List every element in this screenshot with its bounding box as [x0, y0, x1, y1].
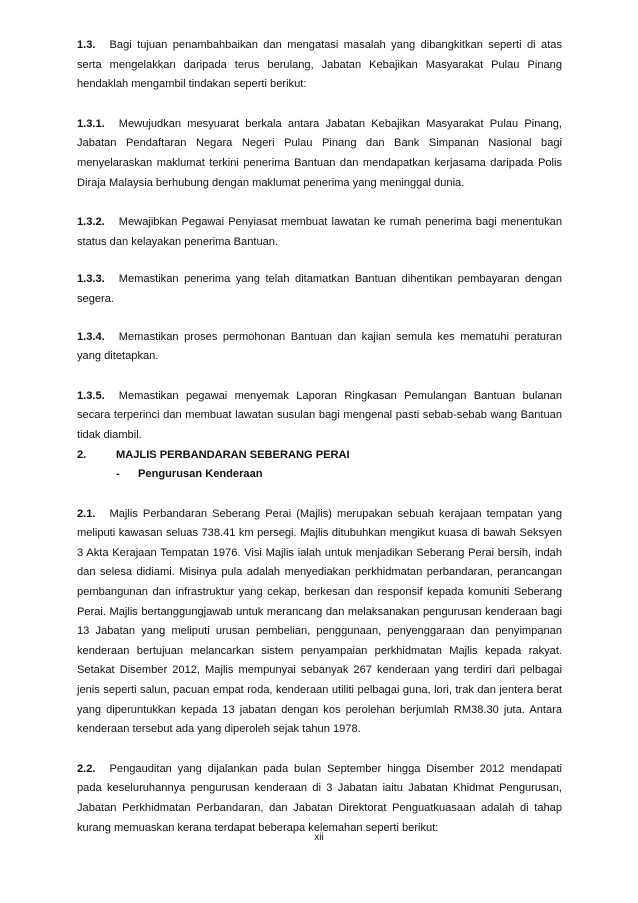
paragraph-text: Mewujudkan mesyuarat berkala antara Jabatan Kebajikan Masyarakat Pulau Pinang, Jabatan Pendaftaran Negara Negeri Pulau Pinang dan Bank Simpanan Nasional bagi menyelaraskan maklumat terkini penerima Bantuan dan mendapatkan kerjasama daripada Polis Diraja Malaysia berhubung dengan maklumat penerima yang meninggal dunia. — [77, 117, 562, 189]
paragraph-2-2 — [77, 760, 562, 838]
paragraph-text: Majlis Perbandaran Seberang Perai (Majlis) merupakan sebuah kerajaan tempatan yang meliputi kawasan seluas 738.41 km persegi. Majlis ditubuhkan mengikut kuasa di bawah Seksyen 3 Akta Kerajaan Tempatan 1976. Visi Majlis ialah untuk menjadikan Seberang Perai bersih, indah dan selesa didiami. Misinya pula adalah menyediakan perkhidmatan perbandaran, perancangan pembangunan dan infrastruktur yang cekap, berkesan dan responsif kepada komuniti Seberang Perai. Majlis bertanggungjawab untuk merancang dan melaksanakan pengurusan kenderaan bagi 13 Jabatan yang meliputi urusan pembelian, penggunaan, penyenggaraan dan penyimpanan kenderaan bertujuan melancarkan sistem penyampaian perkhidmatan Majlis kepada rakyat. Setakat Disember 2012, Majlis mempunyai sebanyak 267 kenderaan yang terdiri dari pelbagai jenis seperti salun, pacuan empat roda, kenderaan utiliti pelbagai guna, lori, trak dan jentera berat yang diperuntukkan kepada 13 jabatan dengan kos perolehan berjumlah RM38.30 juta. Antara kenderaan tersebut ada yang diperoleh sejak tahun 1978. — [77, 507, 562, 736]
page-number: xii — [314, 832, 324, 843]
paragraph-1-3-4 — [77, 328, 562, 367]
paragraph-1-3-3 — [77, 270, 562, 309]
heading-number: 2. — [77, 448, 87, 461]
paragraph-number: 1.3.5. — [77, 389, 105, 402]
paragraph-text: Memastikan pegawai menyemak Laporan Ringkasan Pemulangan Bantuan bulanan secara terperinci dan membuat lawatan susulan bagi mengenal pasti sebab-sebab wang Bantuan tidak diambil. — [77, 389, 562, 441]
paragraph-1-3-2 — [77, 213, 562, 252]
paragraph-1-3-5 — [77, 387, 562, 446]
subheading-title: Pengurusan Kenderaan — [138, 468, 263, 481]
section-heading-2 — [77, 446, 562, 466]
document-page — [77, 36, 562, 838]
paragraph-number: 2.1. — [77, 507, 96, 520]
paragraph-text: Memastikan proses permohonan Bantuan dan kajian semula kes mematuhi peraturan yang ditetapkan. — [77, 330, 562, 363]
heading-title: MAJLIS PERBANDARAN SEBERANG PERAI — [116, 448, 350, 461]
paragraph-text: Bagi tujuan penambahbaikan dan mengatasi masalah yang dibangkitkan seperti di atas serta mengelakkan daripada terus berulang, Jabatan Kebajikan Masyarakat Pulau Pinang hendaklah mengambil tindakan seperti berikut: — [77, 39, 562, 91]
subheading-dash: - — [116, 468, 120, 481]
paragraph-1-3-1 — [77, 115, 562, 193]
paragraph-text: Memastikan penerima yang telah ditamatkan Bantuan dihentikan pembayaran dengan segera. — [77, 273, 562, 305]
paragraph-number: 1.3.3. — [77, 273, 105, 286]
paragraph-number: 2.2. — [77, 762, 96, 775]
paragraph-number: 1.3.4. — [77, 330, 105, 343]
paragraph-number: 1.3.2. — [77, 216, 105, 229]
paragraph-1-3 — [77, 36, 562, 95]
paragraph-2-1 — [77, 505, 562, 740]
paragraph-number: 1.3.1. — [77, 117, 105, 130]
paragraph-text: Pengauditan yang dijalankan pada bulan September hingga Disember 2012 mendapati pada keseluruhannya pengurusan kenderaan di 3 Jabatan iaitu Jabatan Khidmat Pengurusan, Jabatan Perkhidmatan Perbandaran, dan Jabatan Direktorat Penguatkuasaan adalah di tahap kurang memuaskan kerana terdapat beberapa kelemahan seperti berikut: — [77, 762, 562, 834]
paragraph-text: Mewajibkan Pegawai Penyiasat membuat lawatan ke rumah penerima bagi menentukan status dan kelayakan penerima Bantuan. — [77, 216, 562, 248]
paragraph-number: 1.3. — [77, 39, 96, 51]
section-subheading — [116, 465, 562, 485]
